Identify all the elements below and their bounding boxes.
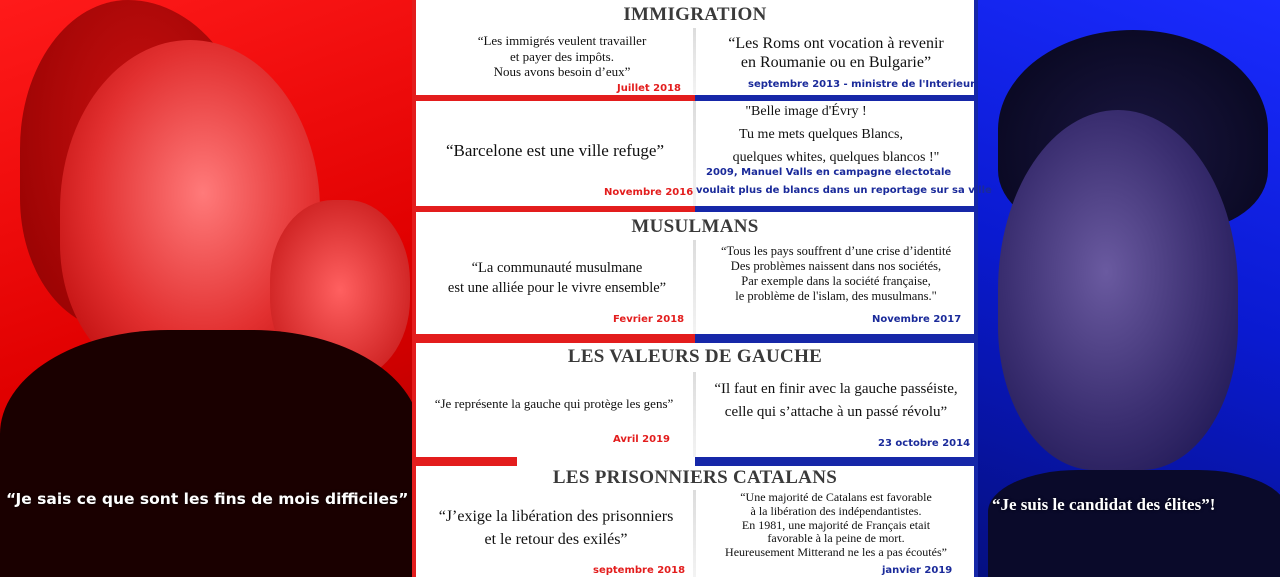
- quote-line: et le retour des exilés”: [484, 531, 628, 549]
- section-title-immigration: IMMIGRATION: [623, 4, 767, 25]
- comparison-column: [412, 0, 992, 577]
- section-separator: [412, 206, 978, 212]
- quote-line: “Tous les pays souffrent d’une crise d’identité: [720, 244, 952, 258]
- section-title-gauche: LES VALEURS DE GAUCHE: [567, 346, 823, 367]
- quote-left-refuge: “Barcelone est une ville refuge”: [445, 141, 665, 160]
- date-left-gauche: Avril 2019: [613, 434, 671, 445]
- quote-line: Heureusement Mitterand ne les a pas écoutés”: [725, 545, 947, 560]
- quote-left-catalans: [420, 505, 692, 551]
- quote-left-immigration: [442, 33, 682, 80]
- quote-right-evry: [698, 104, 974, 166]
- date-left-catalans: septembre 2018: [593, 565, 686, 576]
- quote-left-musulmans: [422, 258, 692, 299]
- date-right-musulmans: Novembre 2017: [872, 314, 962, 325]
- section-title-catalans: LES PRISONNIERS CATALANS: [552, 467, 838, 488]
- column-left-edge: [412, 0, 416, 577]
- quote-line: En 1981, une majorité de Français etait: [741, 517, 931, 532]
- date-right-catalans: janvier 2019: [882, 565, 953, 576]
- quote-line: “Les Roms ont vocation à revenir: [728, 35, 944, 52]
- quote-line: quelques whites, quelques blancos !": [732, 149, 940, 165]
- quote-line: favorable à la peine de mort.: [767, 531, 905, 546]
- left-portrait-body: [0, 330, 412, 577]
- quote-line: “La communauté musulmane: [471, 260, 643, 276]
- left-caption: “Je sais ce que sont les fins de mois difficiles”: [6, 490, 409, 508]
- quote-right-gauche: [696, 378, 976, 425]
- section-separator: [412, 334, 978, 343]
- quote-line: "Belle image d'Évry !: [745, 104, 867, 119]
- right-portrait-panel: [978, 0, 1280, 577]
- section-separator: [412, 457, 978, 466]
- date-left-refuge: Novembre 2016: [604, 187, 694, 198]
- quote-line: Tu me mets quelques Blancs,: [739, 126, 903, 142]
- date-left-immigration: Juillet 2018: [617, 83, 681, 94]
- quote-line: “Il faut en finir avec la gauche passéiste,: [714, 381, 958, 397]
- quote-line: Nous avons besoin d’eux”: [493, 64, 631, 80]
- quote-line: est une alliée pour le vivre ensemble”: [447, 280, 667, 297]
- quote-right-catalans: [698, 491, 974, 560]
- quote-line: “J’exige la libération des prisonniers: [438, 508, 674, 525]
- quote-line: Des problèmes naissent dans nos sociétés,: [730, 259, 942, 273]
- section-divider: [693, 28, 696, 94]
- date-left-musulmans: Fevrier 2018: [613, 314, 685, 325]
- quote-line: “Les immigrés veulent travailler: [477, 33, 647, 48]
- quote-right-musulmans: [698, 244, 974, 304]
- quote-line: Par exemple dans la société française,: [741, 274, 931, 288]
- quote-line: celle qui s’attache à un passé révolu”: [724, 404, 948, 421]
- section-title-musulmans: MUSULMANS: [631, 216, 759, 237]
- quote-right-immigration: [698, 34, 974, 72]
- section-divider: [693, 490, 696, 577]
- quote-line: le problème de l'islam, des musulmans.": [735, 289, 937, 303]
- quote-left-gauche: “Je représente la gauche qui protège les gens”: [434, 396, 674, 411]
- quote-line: et payer des impôts.: [510, 48, 614, 64]
- quote-line: en Roumanie ou en Bulgarie”: [740, 54, 932, 72]
- date-right-immigration: septembre 2013 - ministre de l'Interieur: [748, 79, 976, 90]
- quote-line: “Une majorité de Catalans est favorable: [740, 490, 932, 504]
- quote-line: à la libération des indépendantistes.: [750, 503, 922, 518]
- date-right-gauche: 23 octobre 2014: [878, 438, 971, 449]
- right-portrait-face: [998, 110, 1238, 470]
- right-caption: “Je suis le candidat des élites”!: [992, 495, 1216, 514]
- date-right-evry-line2: voulait plus de blancs dans un reportage sur sa ville: [696, 185, 992, 196]
- date-right-evry-line1: 2009, Manuel Valls en campagne electotale: [706, 167, 952, 178]
- section-divider: [693, 240, 696, 334]
- right-portrait-body: [988, 470, 1280, 577]
